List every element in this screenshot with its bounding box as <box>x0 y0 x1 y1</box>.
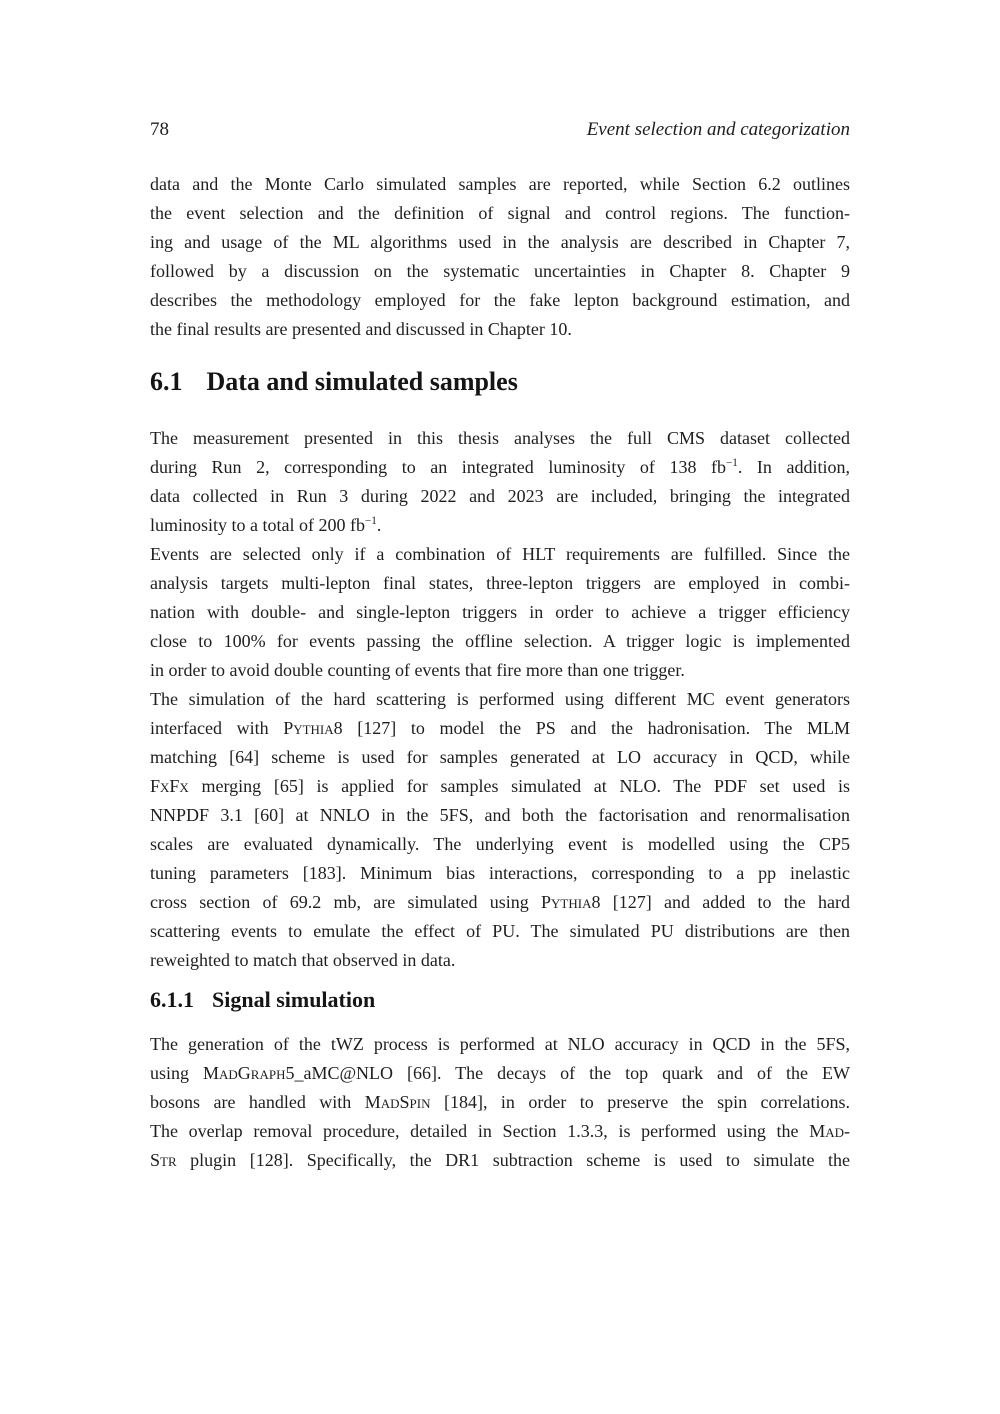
text-line: The measurement presented in this thesis analyses the full CMS dataset collected <box>150 428 850 448</box>
paragraph <box>150 685 850 975</box>
text-line: luminosity to a total of 200 $fb^{-1}$. <box>150 515 382 535</box>
text-line: tuning parameters [183]. Minimum bias interactions, corresponding to a pp inelastic <box>150 863 850 883</box>
page-body <box>150 170 850 1175</box>
text-line: scales are evaluated dynamically. The underlying event is modelled using the CP5 <box>150 834 850 854</box>
heading-title: Data and simulated samples <box>206 367 518 396</box>
text-line: The overlap removal procedure, detailed in Section 1.3.3, is performed using the Mad- <box>150 1121 850 1141</box>
paragraph <box>150 170 850 344</box>
text-line: followed by a discussion on the systematic uncertainties in Chapter 8. Chapter 9 <box>150 261 850 281</box>
subsection-heading <box>150 987 850 1013</box>
text-line: matching [64] scheme is used for samples generated at LO accuracy in QCD, while <box>150 747 850 767</box>
text-line: scattering events to emulate the effect of PU. The simulated PU distributions are then <box>150 921 850 941</box>
text-line: ing and usage of the ML algorithms used in the analysis are described in Chapter 7, <box>150 232 850 252</box>
text-line: during Run 2, corresponding to an integrated luminosity of 138 $fb^{-1}$. In addition, <box>150 457 850 477</box>
text-line: in order to avoid double counting of events that fire more than one trigger. <box>150 660 685 680</box>
text-line: The generation of the tWZ process is performed at NLO accuracy in QCD in the 5FS, <box>150 1034 850 1054</box>
text-line: data collected in Run 3 during 2022 and 2023 are included, bringing the integrated <box>150 486 850 506</box>
text-line: Str plugin [128]. Specifically, the DR1 subtraction scheme is used to simulate the <box>150 1150 850 1170</box>
text-column <box>150 0 850 1175</box>
text-line: cross section of 69.2 mb, are simulated using Pythia8 [127] and added to the hard <box>150 892 850 912</box>
paragraph <box>150 1117 850 1175</box>
text-line: nation with double- and single-lepton triggers in order to achieve a trigger efficiency <box>150 602 850 622</box>
text-line: close to 100% for events passing the offline selection. A trigger logic is implemented <box>150 631 850 651</box>
section-heading <box>150 367 850 397</box>
text-line: interfaced with Pythia8 [127] to model the PS and the hadronisation. The MLM <box>150 718 850 738</box>
page-number: 78 <box>150 119 169 140</box>
text-line: using MadGraph5_aMC@NLO [66]. The decays of the top quark and of the EW <box>150 1063 850 1083</box>
heading-number: 6.1 <box>150 367 183 396</box>
paragraph <box>150 1030 850 1117</box>
text-line: The simulation of the hard scattering is performed using different MC event generators <box>150 689 850 709</box>
text-line: NNPDF 3.1 [60] at NNLO in the 5FS, and both the factorisation and renormalisation <box>150 805 850 825</box>
running-header <box>150 119 850 141</box>
text-line: Events are selected only if a combination of HLT requirements are fulfilled. Since the <box>150 544 850 564</box>
text-line: analysis targets multi-lepton final states, three-lepton triggers are employed in combi- <box>150 573 850 593</box>
text-line: bosons are handled with MadSpin [184], in order to preserve the spin correlations. <box>150 1092 850 1112</box>
text-line: the event selection and the definition of signal and control regions. The function- <box>150 203 850 223</box>
text-line: reweighted to match that observed in data. <box>150 950 456 970</box>
text-line: the final results are presented and discussed in Chapter 10. <box>150 319 572 339</box>
text-line: FxFx merging [65] is applied for samples simulated at NLO. The PDF set used is <box>150 776 850 796</box>
running-header-title: Event selection and categorization <box>586 119 850 140</box>
text-line: describes the methodology employed for the fake lepton background estimation, and <box>150 290 850 310</box>
text-line: data and the Monte Carlo simulated samples are reported, while Section 6.2 outlines <box>150 174 850 194</box>
paragraph <box>150 424 850 540</box>
heading-title: Signal simulation <box>212 987 376 1012</box>
heading-number: 6.1.1 <box>150 987 194 1012</box>
paragraph <box>150 540 850 685</box>
